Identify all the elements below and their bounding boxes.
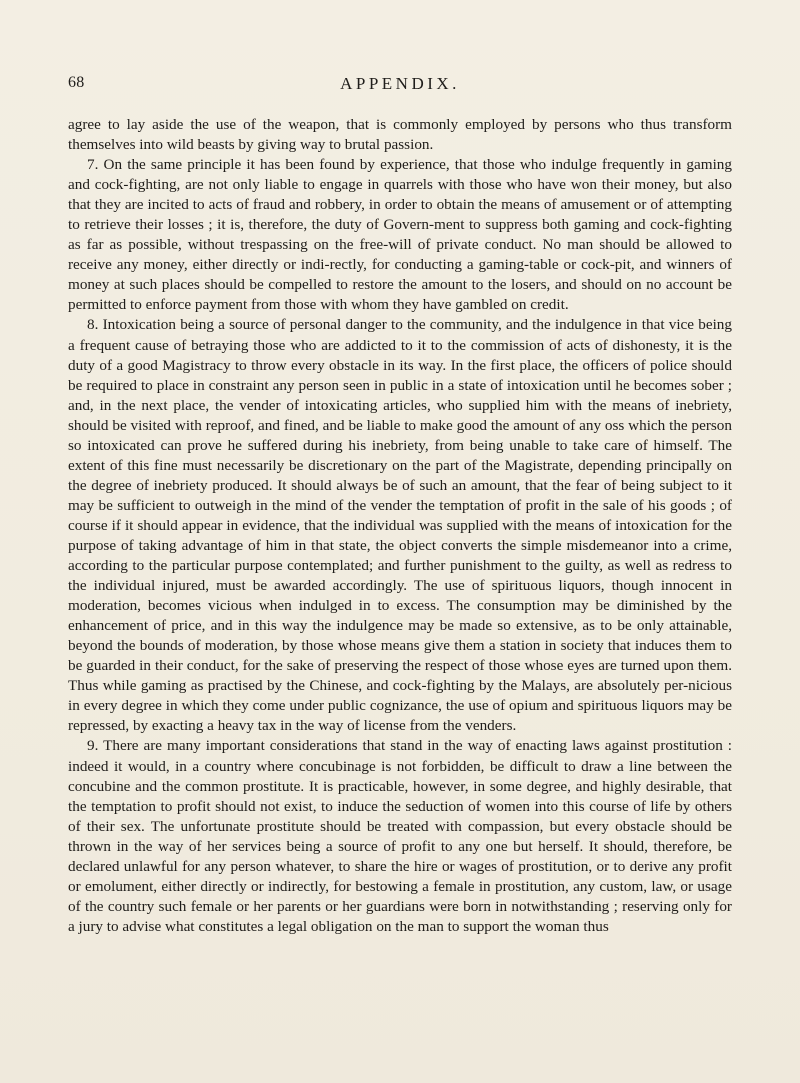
page-number: 68	[68, 74, 85, 91]
body-text	[68, 115, 732, 937]
running-head: APPENDIX.	[340, 74, 460, 93]
paragraph-continuation: agree to lay aside the use of the weapon, that is commonly employed by persons who thus transform themselves into wild beasts by giving way to brutal passion.	[68, 116, 732, 154]
paragraph-7: 7. On the same principle it has been found by experience, that those who indulge frequently in gaming and cock-fighting, are not only liable to engage in quarrels with those who have won their money, but also that they are incited to acts of fraud and robbery, in order to obtain the means of amusement or of attempting to retrieve their losses ; it is, therefore, the duty of Govern-ment to suppress both gaming and cock-fighting as far as possible, without trespassing on the free-will of private conduct. No man should be allowed to receive any money, either directly or indi-rectly, for conducting a gaming-table or cock-pit, and winners of money at such places should be compelled to restore the amount to the losers, and should on no account be permitted to enforce payment from those with whom they have gambled on credit.	[68, 156, 732, 314]
paragraph-9: 9. There are many important considerations that stand in the way of enacting laws against prostitution : indeed it would, in a country where concubinage is not forbidden, be difficult to draw a line between the concubine and the common prostitute. It is practicable, however, in some degree, and highly desirable, that the temptation to profit should not exist, to induce the seduction of women into this course of life by others of their sex. The unfortunate prostitute should be treated with compassion, but every obstacle should be thrown in the way of her services being a source of profit to any one but herself. It should, therefore, be declared unlawful for any person whatever, to share the hire or wages of prostitution, or to derive any profit or emolument, either directly or indirectly, for bestowing a female in prostitution, any custom, law, or usage of the country such female or her parents or her guardians were born in notwithstanding ; reserving only for a jury to advise what constitutes a legal obligation on the man to support the woman thus	[68, 737, 732, 935]
page-header	[68, 74, 732, 96]
paragraph-8: 8. Intoxication being a source of personal danger to the community, and the indulgence in that vice being a frequent cause of betraying those who are addicted to it to the commission of acts of dishonesty, it is the duty of a good Magistracy to throw every obstacle in its way. In the first place, the officers of police should be required to place in constraint any person seen in public in a state of intoxication until he becomes sober ; and, in the next place, the vender of intoxicating articles, who supplied him with the means of inebriety, should be visited with reproof, and fined, and be liable to make good the amount of any oss which the person so intoxicated can prove he suffered during his inebriety, from being unable to take care of himself. The extent of this fine must necessarily be discretionary on the part of the Magistrate, depending principally on the degree of inebriety produced. It should always be of such an amount, that the fear of being subject to it may be sufficient to outweigh in the mind of the vender the temptation of profit in the sale of his goods ; of course if it should appear in evidence, that the individual was supplied with the means of intoxication for the purpose of taking advantage of him in that state, the object converts the simple misdemeanor into a crime, according to the particular purpose contemplated; and further punishment to the guilty, as well as redress to the individual injured, must be awarded accordingly. The use of spirituous liquors, though innocent in moderation, becomes vicious when indulged in to excess. The consumption may be diminished by the enhancement of price, and in this way the indulgence may be made so extensive, as to be only attainable, beyond the bounds of moderation, by those whose means give them a station in society that induces them to be guarded in their conduct, for the sake of preserving the respect of those whose eyes are turned upon them. Thus while gaming as practised by the Chinese, and cock-fighting by the Malays, are absolutely per-nicious in every degree in which they come under public cognizance, the use of opium and spirituous liquors may be repressed, by exacting a heavy tax in the way of license from the venders.	[68, 316, 732, 735]
